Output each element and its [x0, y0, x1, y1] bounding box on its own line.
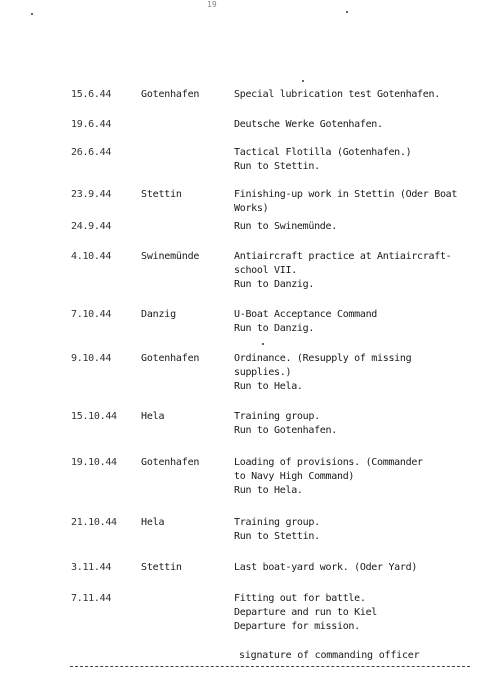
entry-activity [234, 118, 449, 132]
scan-speck [346, 11, 348, 13]
activity-line: school VII. [234, 265, 297, 276]
entry-activity [234, 561, 449, 575]
entry-activity [234, 456, 449, 498]
entry-date: 7.11.44 [71, 593, 112, 604]
entry-date: 24.9.44 [71, 221, 112, 232]
scan-speck [302, 80, 304, 82]
entry-activity [234, 410, 449, 438]
activity-line: Run to Stettin. [234, 161, 320, 172]
activity-line: Fitting out for battle. [234, 593, 366, 604]
entry-activity [234, 188, 458, 216]
activity-line: Loading of provisions. (Commander [234, 457, 423, 468]
activity-line: Training group. [234, 411, 320, 422]
activity-line: Deutsche Werke Gotenhafen. [234, 119, 383, 130]
entry-date: 4.10.44 [71, 251, 112, 262]
entry-place: Gotenhafen [141, 457, 200, 468]
entry-date: 19.6.44 [71, 119, 112, 130]
activity-line: Antiaircraft practice at Antiaircraft- [234, 251, 452, 262]
entry-activity [234, 352, 449, 394]
activity-line: Training group. [234, 517, 320, 528]
entry-date: 15.6.44 [71, 89, 112, 100]
activity-line: Run to Hela. [234, 381, 303, 392]
entry-place: Stettin [141, 562, 182, 573]
entry-activity [234, 250, 452, 292]
signature-label: signature of commanding officer [239, 650, 420, 661]
entry-activity [234, 516, 449, 544]
scan-speck [262, 343, 264, 345]
page-number: 19 [207, 0, 217, 9]
activity-line: Finishing-up work in Stettin (Oder Boat [234, 189, 458, 200]
entry-place: Swinemünde [141, 251, 200, 262]
entry-date: 19.10.44 [71, 457, 117, 468]
activity-line: Departure for mission. [234, 621, 360, 632]
entry-place: Gotenhafen [141, 89, 200, 100]
activity-line: Run to Danzig. [234, 323, 315, 334]
entry-activity [234, 146, 449, 174]
entry-activity [234, 88, 449, 102]
signature-line [70, 666, 470, 667]
activity-line: U-Boat Acceptance Command [234, 309, 378, 320]
entry-place: Stettin [141, 189, 182, 200]
entry-date: 21.10.44 [71, 517, 117, 528]
activity-line: Run to Gotenhafen. [234, 425, 337, 436]
entry-date: 3.11.44 [71, 562, 112, 573]
activity-line: Ordinance. (Resupply of missing [234, 353, 412, 364]
activity-line: Run to Swinemünde. [234, 221, 337, 232]
entry-place: Danzig [141, 309, 176, 320]
entry-activity [234, 220, 449, 234]
activity-line: to Navy High Command) [234, 471, 355, 482]
entry-date: 23.9.44 [71, 189, 112, 200]
entry-activity [234, 308, 449, 336]
activity-line: Departure and run to Kiel [234, 607, 378, 618]
activity-line: Run to Danzig. [234, 279, 315, 290]
entry-date: 9.10.44 [71, 353, 112, 364]
activity-line: Special lubrication test Gotenhafen. [234, 89, 440, 100]
entry-date: 7.10.44 [71, 309, 112, 320]
activity-line: supplies.) [234, 367, 292, 378]
activity-line: Last boat-yard work. (Oder Yard) [234, 562, 418, 573]
entry-date: 26.6.44 [71, 147, 112, 158]
entry-place: Gotenhafen [141, 353, 200, 364]
entry-date: 15.10.44 [71, 411, 117, 422]
entry-place: Hela [141, 517, 165, 528]
entry-activity [234, 592, 449, 634]
scan-speck [31, 13, 33, 15]
activity-line: Works) [234, 203, 269, 214]
activity-line: Run to Hela. [234, 485, 303, 496]
entry-place: Hela [141, 411, 165, 422]
activity-line: Tactical Flotilla (Gotenhafen.) [234, 147, 412, 158]
activity-line: Run to Stettin. [234, 531, 320, 542]
